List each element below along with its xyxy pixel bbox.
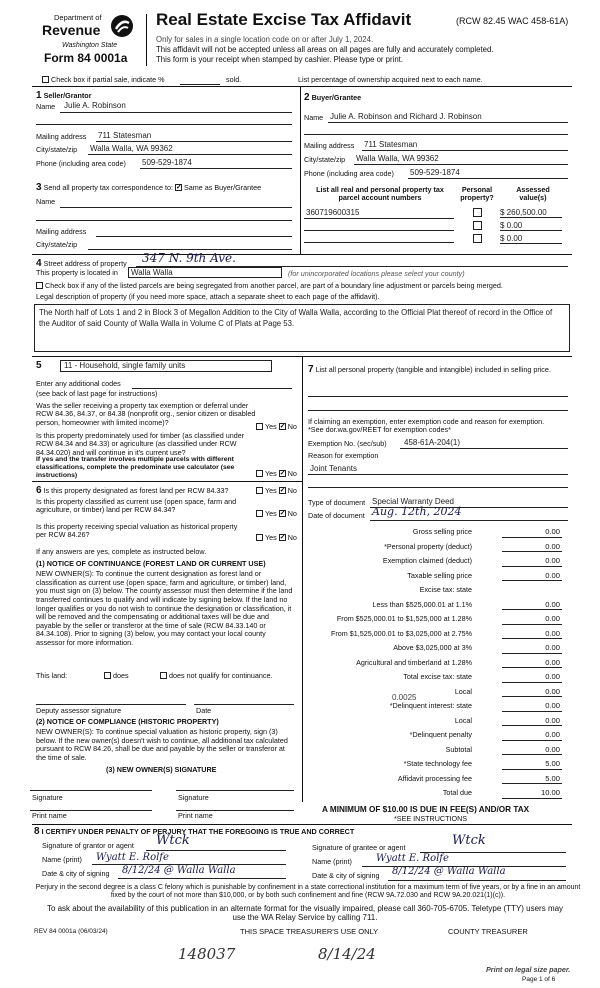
legal-desc-label: Legal description of property (if you need more space, attach a separate sheet to each page of the affidavit). bbox=[36, 292, 380, 301]
this-land-label: This land: bbox=[36, 671, 68, 680]
assessed-header: Assessed value(s) bbox=[516, 185, 550, 203]
current-use-yes-checkbox[interactable] bbox=[256, 510, 263, 517]
header-sub2: This affidavit will not be accepted unless all areas on all pages are fully and accurately completed. bbox=[156, 45, 494, 54]
calc-value[interactable]: 0.00 bbox=[502, 644, 562, 654]
buyer-name-label: Name bbox=[304, 113, 324, 122]
logo-dept: Department of bbox=[54, 13, 102, 22]
deputy-sig-line bbox=[36, 704, 186, 705]
exemption-number-line bbox=[400, 448, 568, 449]
owner-pn-label-1: Print name bbox=[32, 811, 67, 820]
partial-percent-field[interactable] bbox=[180, 84, 220, 85]
owner-sig-label-2: Signature bbox=[178, 793, 209, 802]
corr-mail-label: Mailing address bbox=[36, 227, 87, 236]
exemption-yes-no: Yes ✓ No bbox=[256, 423, 297, 431]
column-divider bbox=[300, 86, 301, 254]
forest-yes-checkbox[interactable] bbox=[256, 487, 263, 494]
same-as-buyer-checkbox[interactable]: ✓ bbox=[176, 183, 182, 191]
revision-code: REV 84 0001a (06/03/24) bbox=[34, 928, 108, 935]
historic-yes-no: Yes ✓ No bbox=[256, 534, 297, 542]
form-number: Form 84 0001a bbox=[44, 51, 128, 65]
owner-sig-label-1: Signature bbox=[32, 793, 63, 802]
section6-top-rule bbox=[32, 481, 302, 482]
calc-value[interactable]: 0.00 bbox=[502, 601, 562, 611]
page-number: Page 1 of 6 bbox=[522, 976, 556, 983]
exemption-question: Was the seller receiving a property tax exemption or deferral under RCW 84.36, 84.37, or 84.38 (nonprofit org., senior citizen or disabled person, homeowner with limited income)? bbox=[36, 401, 256, 427]
accessibility-notice: To ask about the availability of this publication in an alternate format for the visually impaired, please call 360-705-6705. Teletype (TTY) users may use the WA Relay Service by calling 711. bbox=[46, 904, 564, 923]
personal-property-line-1 bbox=[308, 396, 568, 397]
does-not-checkbox[interactable] bbox=[160, 672, 167, 679]
grantee-name-label: Name (print) bbox=[312, 857, 352, 866]
document-date-line bbox=[370, 520, 568, 521]
current-use-no-checkbox[interactable]: ✓ bbox=[279, 509, 286, 517]
segregated-checkbox[interactable] bbox=[36, 282, 43, 289]
calc-label: Agricultural and timberland at 1.28% bbox=[356, 657, 472, 667]
corr-extra-line bbox=[36, 220, 292, 221]
seller-city-label: City/state/zip bbox=[36, 145, 78, 154]
seller-city-field[interactable]: Walla Walla, WA 99362 bbox=[90, 144, 173, 153]
calc-value[interactable]: 0.00 bbox=[502, 702, 562, 712]
seller-phone-line bbox=[140, 168, 292, 169]
document-type-label: Type of document bbox=[308, 498, 366, 507]
seller-phone-label: Phone (including area code) bbox=[36, 159, 126, 168]
document-date-field[interactable]: Aug. 12th, 2024 bbox=[372, 505, 462, 518]
calc-label: Total due bbox=[442, 788, 472, 797]
street-address-field[interactable]: 347 N. 9th Ave. bbox=[142, 251, 236, 265]
calc-label: Taxable selling price bbox=[407, 570, 472, 580]
forest-question: 6 Is this property designated as forest land per RCW 84.33? bbox=[36, 485, 229, 496]
exemption-number-label: Exemption No. (sec/sub) bbox=[308, 439, 387, 448]
calc-label: From $525,000.01 to $1,525,000 at 1.28% bbox=[336, 614, 472, 623]
form-frame-top bbox=[32, 86, 572, 87]
revenue-logo bbox=[40, 12, 140, 42]
timber-question: Is this property predominately used for timber (as classified under RCW 84.34 and 84.33) or agriculture (as classified under RCW 84.34.020) and will continue in it's current use? bbox=[36, 431, 245, 457]
calc-label: *Delinquent interest: state bbox=[389, 701, 472, 710]
timber-yes-no: Yes ✓ No bbox=[256, 470, 297, 478]
timber-no-checkbox[interactable]: ✓ bbox=[279, 469, 286, 477]
buyer-extra-line bbox=[304, 134, 568, 135]
buyer-phone-label: Phone (including area code) bbox=[304, 169, 394, 178]
buyer-phone-field[interactable]: 509-529-1874 bbox=[410, 168, 460, 177]
document-type-field[interactable]: Special Warranty Deed bbox=[372, 497, 454, 506]
calc-value[interactable]: 0.00 bbox=[502, 731, 562, 741]
grantee-date-line bbox=[388, 880, 566, 881]
grantor-sig-line bbox=[146, 850, 286, 851]
calc-value[interactable]: 0.00 bbox=[502, 572, 562, 582]
form-title: Real Estate Excise Tax Affidavit bbox=[156, 10, 412, 29]
forest-no-checkbox[interactable]: ✓ bbox=[279, 486, 286, 494]
personal-header: Personal property? bbox=[460, 185, 494, 203]
grantee-date-label: Date & city of signing bbox=[312, 871, 380, 880]
grantee-name[interactable]: Wyatt E. Rolfe bbox=[376, 853, 449, 864]
seller-mail-line bbox=[96, 141, 292, 142]
calc-label: *Personal property (deduct) bbox=[384, 541, 472, 551]
revenue-swoosh-icon bbox=[110, 14, 134, 38]
buyer-section-header: 2 Buyer/Grantee bbox=[304, 92, 362, 103]
header-sub3: This form is your receipt when stamped by cashier. Please type or print. bbox=[156, 55, 404, 64]
calc-label: Total excise tax: state bbox=[403, 672, 472, 681]
parcel-header: List all real and personal property tax parcel account numbers bbox=[316, 185, 444, 203]
located-label: This property is located in bbox=[36, 268, 118, 277]
exemption-yes-checkbox[interactable] bbox=[256, 423, 263, 430]
calc-label: Excise tax: state bbox=[419, 585, 472, 594]
grantor-sig-label: Signature of grantor or agent bbox=[42, 841, 134, 850]
seller-name-field[interactable]: Julie A. Robinson bbox=[64, 101, 126, 110]
location-note: (for unincorporated locations please select your county) bbox=[288, 269, 465, 278]
seller-city-line bbox=[88, 154, 292, 155]
grantee-sig-label: Signature of grantee or agent bbox=[312, 843, 406, 852]
partial-sold-label: sold. bbox=[226, 75, 242, 84]
compliance-heading: (2) NOTICE OF COMPLIANCE (HISTORIC PROPERTY) bbox=[36, 717, 219, 726]
deputy-date-line bbox=[194, 704, 294, 705]
grantor-name[interactable]: Wyatt E. Rolfe bbox=[96, 852, 169, 863]
does-option: does bbox=[104, 672, 129, 680]
street-row: 4 Street address of property bbox=[36, 258, 127, 269]
grantor-signature[interactable]: Wtck bbox=[156, 833, 190, 848]
certify-heading: 8 I CERTIFY UNDER PENALTY OF PERJURY THAT THE FOREGOING IS TRUE AND CORRECT bbox=[34, 826, 355, 837]
buyer-mail-label: Mailing address bbox=[304, 141, 355, 150]
header-sub1: Only for sales in a single location code on or after July 1, 2024. bbox=[156, 35, 374, 44]
calc-label: Local bbox=[454, 715, 472, 725]
reason-line-2 bbox=[308, 487, 568, 488]
continuance-paragraph: NEW OWNER(S): To continue the current designation as forest land or classification as current use (open space, farm and agriculture, or timber) land, you must sign on (3) below. The county assessor must then determine if the land transferred continues to qualify and will indicate by signing below. If the land no longer qualifies or you do not wish to continue the designation or classification, it will be removed and the compensating or additional taxes will be due and payable by the seller or transferor at the time of sale (RCW 84.33.140 or 84.34.108). Prior to signing (3) below, you may contact your local county assessor for more information. bbox=[36, 569, 293, 648]
section6-note: If any answers are yes, complete as instructed below. bbox=[36, 547, 207, 556]
buyer-name-field[interactable]: Julie A. Robinson and Richard J. Robinson bbox=[330, 112, 482, 121]
calc-label: *Delinquent penalty bbox=[409, 730, 472, 739]
compliance-paragraph: NEW OWNER(S): To continue special valuation as historic property, sign (3) below. If the new owner(s) doesn't wish to continue, all additional tax calculated pursuant to RCW 84.26, shall be due and payable by the seller or transferor at the time of sale. bbox=[36, 727, 288, 762]
calc-value[interactable]: 0.00 bbox=[502, 630, 562, 640]
land-use-code-select[interactable]: 11 - Household, single family units bbox=[60, 360, 272, 372]
exemption-reason-field[interactable]: Joint Tenants bbox=[310, 464, 357, 473]
historic-yes-checkbox[interactable] bbox=[256, 534, 263, 541]
personal-property-line-2 bbox=[308, 410, 568, 411]
personal-checkbox-3[interactable] bbox=[473, 234, 482, 243]
segregated-row: Check box if any of the listed parcels are being segregated from another parcel, are part of a boundary line adjustment or parcels being merged. bbox=[36, 282, 503, 290]
receipt-number-stamp: 148037 bbox=[178, 945, 236, 963]
location-select[interactable]: Walla Walla bbox=[128, 267, 282, 278]
grantee-date-city[interactable]: 8/12/24 @ Walla Walla bbox=[392, 866, 506, 877]
calc-value[interactable]: 0.00 bbox=[502, 746, 562, 756]
calc-value[interactable]: 0.00 bbox=[502, 688, 562, 698]
legal-paper-note: Print on legal size paper. bbox=[486, 965, 571, 974]
does-not-option: does not qualify for continuance. bbox=[160, 672, 300, 680]
assessed-value-3[interactable]: $ 0.00 bbox=[500, 234, 562, 244]
timber-calculator-note: If yes and the transfer involves multiple parcels with different classifications, complete the predominate use calculator (see instructions) bbox=[36, 456, 235, 479]
timber-yes-checkbox[interactable] bbox=[256, 470, 263, 477]
seller-name-line bbox=[60, 112, 292, 113]
calc-value[interactable]: 0.00 bbox=[502, 673, 562, 683]
deputy-date-label: Date bbox=[196, 706, 212, 715]
document-date-label: Date of document bbox=[308, 511, 365, 520]
exemption-reason-label: Reason for exemption bbox=[308, 451, 379, 460]
section4-top-rule bbox=[32, 254, 572, 255]
legal-description-field[interactable]: The North half of Lots 1 and 2 in Block 3 of Megallon Addition to the City of Walla Walla, according to the Official Plat thereof of record in the Office of the Auditor of said County of Walla Walla in Volume C of Plats at Page 53. bbox=[34, 304, 570, 352]
seller-phone-field[interactable]: 509-529-1874 bbox=[142, 158, 192, 167]
additional-codes-note: (see back of last page for instructions) bbox=[36, 389, 158, 398]
continuance-heading: (1) NOTICE OF CONTINUANCE (FOREST LAND OR CURRENT USE) bbox=[36, 559, 266, 568]
grantor-date-city[interactable]: 8/12/24 @ Walla Walla bbox=[122, 865, 236, 876]
current-use-yes-no: Yes ✓ No bbox=[256, 510, 297, 518]
exemption-no-checkbox[interactable]: ✓ bbox=[279, 422, 286, 430]
see-instructions: *SEE INSTRUCTIONS bbox=[394, 814, 468, 823]
section5-number: 5 bbox=[36, 360, 42, 371]
seller-mail-field[interactable]: 711 Statesman bbox=[98, 131, 152, 140]
calc-label: Less than $525,000.01 at 1.1% bbox=[372, 599, 472, 609]
assessed-value-1[interactable]: $ 260,500.00 bbox=[500, 208, 562, 218]
owner-sig-line-2 bbox=[176, 790, 294, 791]
logo-agency: Revenue bbox=[42, 22, 101, 38]
buyer-mail-field[interactable]: 711 Statesman bbox=[364, 140, 418, 149]
treasurer-use-label: THIS SPACE TREASURER'S USE ONLY bbox=[240, 927, 379, 936]
section8-top-rule bbox=[32, 824, 572, 825]
perjury-notice: Perjury in the second degree is a class C felony which is punishable by confinement in a state correctional institution for a maximum term of five years, or by a fine in an amount fixed by the court of not more than $10,000, or by both such confinement and fine (RCW 9A.72.030 and RCW 9A.20.021(1)(c)). bbox=[35, 884, 581, 900]
minimum-due-notice: A MINIMUM OF $10.00 IS DUE IN FEE(S) AND/OR TAX bbox=[322, 805, 530, 814]
parcel-number-1[interactable]: 360719600315 bbox=[306, 208, 360, 217]
seller-name-label: Name bbox=[36, 102, 56, 111]
calc-value[interactable]: 0.00 bbox=[502, 717, 562, 727]
calc-value[interactable]: 0.00 bbox=[502, 615, 562, 625]
corr-mail-line bbox=[96, 236, 292, 237]
owner-pn-label-2: Print name bbox=[178, 811, 213, 820]
calc-value[interactable]: 0.00 bbox=[502, 557, 562, 567]
county-treasurer-label: COUNTY TREASURER bbox=[448, 927, 528, 936]
form-citation: (RCW 82.45 WAC 458-61A) bbox=[456, 16, 569, 26]
personal-property-prompt: 7 List all personal property (tangible and intangible) included in selling price. bbox=[308, 364, 551, 375]
calc-value[interactable]: 0.00 bbox=[502, 528, 562, 538]
calc-label: *State technology fee bbox=[403, 759, 472, 768]
exemption-number-field[interactable]: 458-61A-204(1) bbox=[404, 438, 461, 447]
correspondence-row: 3 Send all property tax correspondence to: ✓ Same as Buyer/Grantee bbox=[36, 182, 262, 193]
seller-mail-label: Mailing address bbox=[36, 132, 87, 141]
partial-sale-checkbox[interactable] bbox=[42, 76, 49, 83]
current-use-question: Is this property classified as current use (open space, farm and agriculture, or timber) land per RCW 84.34? bbox=[36, 497, 237, 515]
calc-value[interactable]: 5.00 bbox=[502, 760, 562, 770]
header-divider bbox=[146, 14, 147, 66]
seller-section-header: 1 Seller/Grantor bbox=[36, 90, 92, 101]
corr-city-label: City/state/zip bbox=[36, 240, 78, 249]
buyer-mail-line bbox=[362, 150, 568, 151]
buyer-name-line bbox=[328, 122, 568, 123]
buyer-phone-line bbox=[408, 178, 568, 179]
personal-checkbox-1[interactable] bbox=[473, 208, 482, 217]
buyer-city-line bbox=[354, 164, 568, 165]
calc-label: Gross selling price bbox=[412, 527, 472, 536]
calc-value[interactable]: 0.00 bbox=[502, 543, 562, 553]
parcel-line-3 bbox=[304, 242, 454, 243]
deputy-signature-label: Deputy assessor signature bbox=[36, 706, 122, 715]
corr-name-label: Name bbox=[36, 197, 56, 206]
exemption-instructions: If claiming an exemption, enter exemption code and reason for exemption. *See dor.wa.gov/REET for exemption codes* bbox=[308, 417, 545, 435]
assessed-value-2[interactable]: $ 0.00 bbox=[500, 221, 562, 231]
reason-line-1 bbox=[308, 474, 568, 475]
calc-label: Subtotal bbox=[445, 744, 472, 754]
local-rate: 0.0025 bbox=[392, 693, 417, 702]
calc-label: From $1,525,000.01 to $3,025,000 at 2.75% bbox=[330, 628, 472, 638]
buyer-city-field[interactable]: Walla Walla, WA 99362 bbox=[356, 154, 439, 163]
calc-value[interactable]: 5.00 bbox=[502, 775, 562, 785]
calc-value[interactable]: 10.00 bbox=[502, 789, 562, 799]
parcel-line-2 bbox=[304, 230, 454, 231]
personal-checkbox-2[interactable] bbox=[473, 221, 482, 230]
grantor-date-line bbox=[118, 878, 286, 879]
buyer-city-label: City/state/zip bbox=[304, 155, 346, 164]
grantor-name-label: Name (print) bbox=[42, 855, 82, 864]
corr-city-line bbox=[88, 249, 292, 250]
seller-extra-line bbox=[36, 124, 292, 125]
forest-yes-no: Yes ✓ No bbox=[256, 487, 297, 495]
ownership-note: List percentage of ownership acquired next to each name. bbox=[298, 75, 483, 84]
partial-sale-row bbox=[42, 76, 164, 84]
historic-no-checkbox[interactable]: ✓ bbox=[279, 533, 286, 541]
receipt-date-stamp: 8/14/24 bbox=[318, 945, 376, 963]
does-checkbox[interactable] bbox=[104, 672, 111, 679]
new-owner-signature-heading: (3) NEW OWNER(S) SIGNATURE bbox=[106, 765, 217, 774]
calc-value[interactable]: 0.00 bbox=[502, 659, 562, 669]
parcel-line-1 bbox=[304, 218, 454, 219]
grantee-signature[interactable]: Wtck bbox=[452, 833, 486, 848]
additional-codes-label: Enter any additional codes bbox=[36, 379, 121, 388]
lower-column-divider bbox=[302, 356, 303, 802]
owner-sig-line-1 bbox=[30, 790, 152, 791]
historic-question: Is this property receiving special valuation as historical property per RCW 84.26? bbox=[36, 522, 238, 540]
calc-label: Local bbox=[454, 686, 472, 696]
corr-name-line bbox=[60, 207, 292, 208]
grantor-date-label: Date & city of signing bbox=[42, 869, 110, 878]
calc-label: Exemption claimed (deduct) bbox=[382, 556, 472, 565]
calc-label: Affidavit processing fee bbox=[397, 773, 472, 783]
partial-sale-label: Check box if partial sale, indicate % bbox=[51, 75, 165, 84]
calc-label: Above $3,025,000 at 3% bbox=[393, 643, 472, 652]
logo-state: Washington State bbox=[62, 42, 118, 49]
